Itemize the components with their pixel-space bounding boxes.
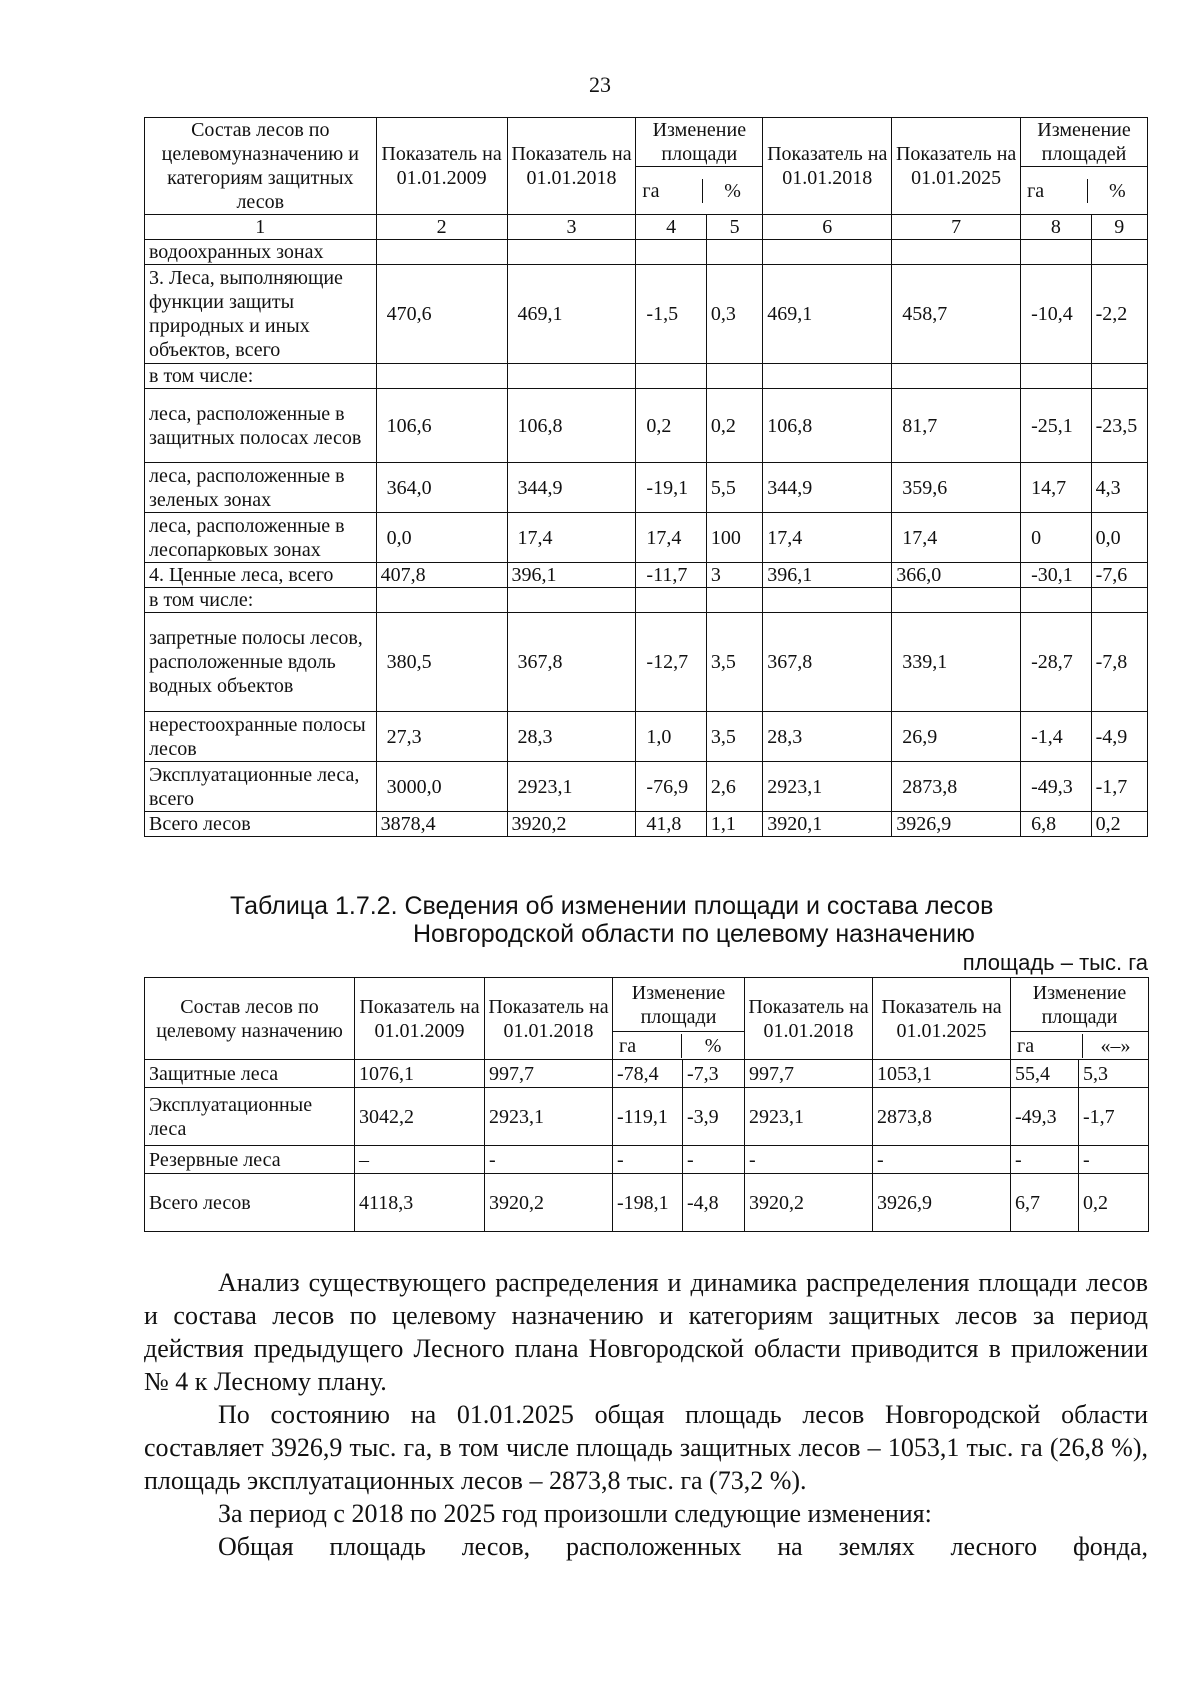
table-row — [145, 613, 1148, 712]
cell: 106,8 — [507, 389, 636, 463]
header-ha: га — [619, 1034, 637, 1057]
table-row — [145, 1146, 1149, 1174]
table-row — [145, 762, 1148, 812]
header-ha-b: га — [1017, 1034, 1035, 1057]
cell: -49,3 — [1011, 1088, 1079, 1146]
forest-purpose-table — [144, 977, 1149, 1232]
cell — [636, 240, 706, 265]
cell: 470,6 — [376, 265, 507, 364]
row-label: 4. Ценные леса, всего — [145, 563, 377, 588]
cell: -28,7 — [1021, 613, 1091, 712]
cell: 2923,1 — [485, 1088, 613, 1146]
cell — [1021, 364, 1091, 389]
cell: 458,7 — [892, 265, 1021, 364]
cell: 0 — [1021, 513, 1091, 563]
cell: 1076,1 — [355, 1060, 485, 1088]
table-row — [145, 463, 1148, 513]
col-number: 4 — [636, 215, 706, 240]
cell: 469,1 — [507, 265, 636, 364]
paragraph: По состоянию на 01.01.2025 общая площадь лесов Новгородской области составляет 3926,9 тыс. га, в том числе площадь защитных лесов – 1053,1 тыс. га (26,8 %), площадь эксплуатационных лесов – 2873,8 тыс. га (73,2 %). — [144, 1400, 1148, 1495]
header-change-label: Изменение площади — [636, 118, 762, 167]
cell: 2923,1 — [745, 1088, 873, 1146]
cell: 17,4 — [507, 513, 636, 563]
cell — [763, 240, 892, 265]
cell: 364,0 — [376, 463, 507, 513]
col-number: 7 — [892, 215, 1021, 240]
cell — [892, 364, 1021, 389]
header-indicator-2018-b: Показатель на 01.01.2018 — [745, 978, 873, 1060]
cell: 0,3 — [706, 265, 762, 364]
table-header-row — [145, 978, 1149, 1060]
cell: 4,3 — [1091, 463, 1147, 513]
col-number: 3 — [507, 215, 636, 240]
row-label: леса, расположенные в зеленых зонах — [145, 463, 377, 513]
column-number-row — [145, 215, 1148, 240]
cell: 3,5 — [706, 613, 762, 712]
cell: -11,7 — [636, 563, 706, 588]
cell: - — [1079, 1146, 1149, 1174]
forest-composition-table — [144, 117, 1148, 837]
cell — [1021, 588, 1091, 613]
cell — [763, 588, 892, 613]
cell: 396,1 — [507, 563, 636, 588]
cell: 3042,2 — [355, 1088, 485, 1146]
cell — [763, 364, 892, 389]
cell: 380,5 — [376, 613, 507, 712]
cell: 344,9 — [763, 463, 892, 513]
header-change-label-b: Изменение площади — [1011, 978, 1148, 1032]
cell: 6,7 — [1011, 1174, 1079, 1232]
cell: 17,4 — [892, 513, 1021, 563]
col-number: 1 — [145, 215, 377, 240]
cell: 5,3 — [1079, 1060, 1149, 1088]
header-indicator-2018: Показатель на 01.01.2018 — [507, 118, 636, 215]
cell: - — [613, 1146, 683, 1174]
col-number: 2 — [376, 215, 507, 240]
cell: 0,2 — [636, 389, 706, 463]
cell: 2923,1 — [763, 762, 892, 812]
cell: 3920,1 — [763, 812, 892, 837]
paragraph: За период с 2018 по 2025 год произошли следующие изменения: — [218, 1499, 932, 1528]
cell: 41,8 — [636, 812, 706, 837]
row-label: нерестоохранные полосы лесов — [145, 712, 377, 762]
cell: - — [485, 1146, 613, 1174]
row-label: в том числе: — [145, 588, 377, 613]
col-number: 8 — [1021, 215, 1091, 240]
cell: -2,2 — [1091, 265, 1147, 364]
cell: 407,8 — [376, 563, 507, 588]
cell — [1091, 588, 1147, 613]
cell: 366,0 — [892, 563, 1021, 588]
table-row — [145, 712, 1148, 762]
row-label: Резервные леса — [145, 1146, 355, 1174]
row-label: Эксплуатационные леса — [145, 1088, 355, 1146]
body-text — [144, 1266, 1148, 1563]
cell: 367,8 — [763, 613, 892, 712]
cell — [1091, 364, 1147, 389]
cell: 3920,2 — [745, 1174, 873, 1232]
header-change-label-b: Изменение площадей — [1021, 118, 1147, 167]
header-change-area — [636, 118, 763, 215]
row-label: запретные полосы лесов, расположенные вдоль водных объектов — [145, 613, 377, 712]
cell: 0,2 — [706, 389, 762, 463]
header-indicator-2018: Показатель на 01.01.2018 — [485, 978, 613, 1060]
row-label: Защитные леса — [145, 1060, 355, 1088]
header-change-area-b — [1011, 978, 1149, 1060]
header-indicator-2025: Показатель на 01.01.2025 — [873, 978, 1011, 1060]
header-change-area — [613, 978, 745, 1060]
cell: -4,8 — [683, 1174, 745, 1232]
cell: 997,7 — [485, 1060, 613, 1088]
cell — [376, 588, 507, 613]
row-label: Всего лесов — [145, 1174, 355, 1232]
cell: 396,1 — [763, 563, 892, 588]
header-indicator-2025: Показатель на 01.01.2025 — [892, 118, 1021, 215]
cell: -3,9 — [683, 1088, 745, 1146]
header-ha-b: га — [1027, 179, 1045, 202]
cell: 2,6 — [706, 762, 762, 812]
cell: – — [355, 1146, 485, 1174]
cell: -7,6 — [1091, 563, 1147, 588]
cell: -7,3 — [683, 1060, 745, 1088]
cell: 28,3 — [763, 712, 892, 762]
header-change-areas — [1021, 118, 1148, 215]
col-number: 6 — [763, 215, 892, 240]
cell: 367,8 — [507, 613, 636, 712]
header-change-label: Изменение площади — [613, 978, 744, 1032]
header-indicator-2009: Показатель на 01.01.2009 — [355, 978, 485, 1060]
cell: 997,7 — [745, 1060, 873, 1088]
header-composition: Состав лесов по целевому назначению — [145, 978, 355, 1060]
cell: 27,3 — [376, 712, 507, 762]
table-row — [145, 389, 1148, 463]
cell: 6,8 — [1021, 812, 1091, 837]
cell: -76,9 — [636, 762, 706, 812]
table-row — [145, 1060, 1149, 1088]
cell: 1053,1 — [873, 1060, 1011, 1088]
cell: 26,9 — [892, 712, 1021, 762]
cell: -49,3 — [1021, 762, 1091, 812]
cell: 2873,8 — [892, 762, 1021, 812]
cell — [706, 240, 762, 265]
table-row — [145, 513, 1148, 563]
table-row — [145, 563, 1148, 588]
header-pct-b: «–» — [1082, 1034, 1148, 1058]
cell — [892, 240, 1021, 265]
header-ha: га — [642, 179, 660, 202]
cell: -1,7 — [1091, 762, 1147, 812]
cell: 0,0 — [1091, 513, 1147, 563]
cell: -10,4 — [1021, 265, 1091, 364]
cell: 81,7 — [892, 389, 1021, 463]
header-pct: % — [681, 1034, 744, 1058]
table-row — [145, 364, 1148, 389]
table-unit-label: площадь – тыс. га — [962, 950, 1148, 975]
cell: -12,7 — [636, 613, 706, 712]
cell: 100 — [706, 513, 762, 563]
cell: -30,1 — [1021, 563, 1091, 588]
cell: -198,1 — [613, 1174, 683, 1232]
cell: 3920,2 — [485, 1174, 613, 1232]
cell — [376, 364, 507, 389]
cell: 469,1 — [763, 265, 892, 364]
cell: 14,7 — [1021, 463, 1091, 513]
table-row — [145, 240, 1148, 265]
cell: 0,2 — [1079, 1174, 1149, 1232]
page-number: 23 — [589, 72, 611, 97]
cell: 0,2 — [1091, 812, 1147, 837]
cell: 359,6 — [892, 463, 1021, 513]
cell — [706, 364, 762, 389]
cell: -4,9 — [1091, 712, 1147, 762]
header-pct-b: % — [1087, 179, 1147, 203]
table-row-total — [145, 1174, 1149, 1232]
col-number: 5 — [706, 215, 762, 240]
cell: -119,1 — [613, 1088, 683, 1146]
cell: -19,1 — [636, 463, 706, 513]
table-row — [145, 588, 1148, 613]
cell: -25,1 — [1021, 389, 1091, 463]
header-pct: % — [702, 179, 762, 203]
cell: 55,4 — [1011, 1060, 1079, 1088]
paragraph: Анализ существующего распределения и динамика распределения площади лесов и состава лесов по целевому назначению и категориям защитных лесов за период действия предыдущего Лесного плана Новгородской области приводится в приложении № 4 к Лесному плану. — [144, 1268, 1148, 1396]
row-label: Эксплуатационные леса, всего — [145, 762, 377, 812]
cell: 0,0 — [376, 513, 507, 563]
table-row-total — [145, 812, 1148, 837]
cell — [892, 588, 1021, 613]
table-header-row — [145, 118, 1148, 215]
row-label: в том числе: — [145, 364, 377, 389]
cell: -1,5 — [636, 265, 706, 364]
cell: 1,0 — [636, 712, 706, 762]
cell: 2873,8 — [873, 1088, 1011, 1146]
cell — [636, 364, 706, 389]
cell: -1,4 — [1021, 712, 1091, 762]
table-caption-line1: Таблица 1.7.2. Сведения об изменении площади и состава лесов — [230, 892, 994, 920]
row-label: леса, расположенные в защитных полосах лесов — [145, 389, 377, 463]
cell: -1,7 — [1079, 1088, 1149, 1146]
cell — [1021, 240, 1091, 265]
table-caption-line2: Новгородской области по целевому назначению — [413, 920, 975, 948]
cell — [507, 240, 636, 265]
cell: - — [873, 1146, 1011, 1174]
cell: 339,1 — [892, 613, 1021, 712]
cell: -23,5 — [1091, 389, 1147, 463]
cell: 106,6 — [376, 389, 507, 463]
cell: 3926,9 — [892, 812, 1021, 837]
row-label: водоохранных зонах — [145, 240, 377, 265]
cell — [706, 588, 762, 613]
row-label: леса, расположенные в лесопарковых зонах — [145, 513, 377, 563]
header-composition: Состав лесов по целевомуназначению и категориям защитных лесов — [145, 118, 377, 215]
cell: 3920,2 — [507, 812, 636, 837]
cell: 3878,4 — [376, 812, 507, 837]
header-indicator-2018-b: Показатель на 01.01.2018 — [763, 118, 892, 215]
cell: 4118,3 — [355, 1174, 485, 1232]
header-indicator-2009: Показатель на 01.01.2009 — [376, 118, 507, 215]
cell: 3926,9 — [873, 1174, 1011, 1232]
cell: 3,5 — [706, 712, 762, 762]
row-label: Всего лесов — [145, 812, 377, 837]
cell: 344,9 — [507, 463, 636, 513]
table-row — [145, 265, 1148, 364]
cell — [507, 364, 636, 389]
cell: - — [1011, 1146, 1079, 1174]
cell: 28,3 — [507, 712, 636, 762]
table-row — [145, 1088, 1149, 1146]
cell — [636, 588, 706, 613]
cell: 17,4 — [636, 513, 706, 563]
cell: 5,5 — [706, 463, 762, 513]
cell — [376, 240, 507, 265]
cell: 17,4 — [763, 513, 892, 563]
cell: 1,1 — [706, 812, 762, 837]
cell: 3000,0 — [376, 762, 507, 812]
cell: 3 — [706, 563, 762, 588]
paragraph: Общая площадь лесов, расположенных на землях лесного фонда, — [218, 1532, 1148, 1561]
cell: 106,8 — [763, 389, 892, 463]
cell: - — [683, 1146, 745, 1174]
cell: -7,8 — [1091, 613, 1147, 712]
cell — [1091, 240, 1147, 265]
cell: 2923,1 — [507, 762, 636, 812]
row-label: 3. Леса, выполняющие функции защиты природных и иных объектов, всего — [145, 265, 377, 364]
cell: - — [745, 1146, 873, 1174]
cell: -78,4 — [613, 1060, 683, 1088]
col-number: 9 — [1091, 215, 1147, 240]
cell — [507, 588, 636, 613]
